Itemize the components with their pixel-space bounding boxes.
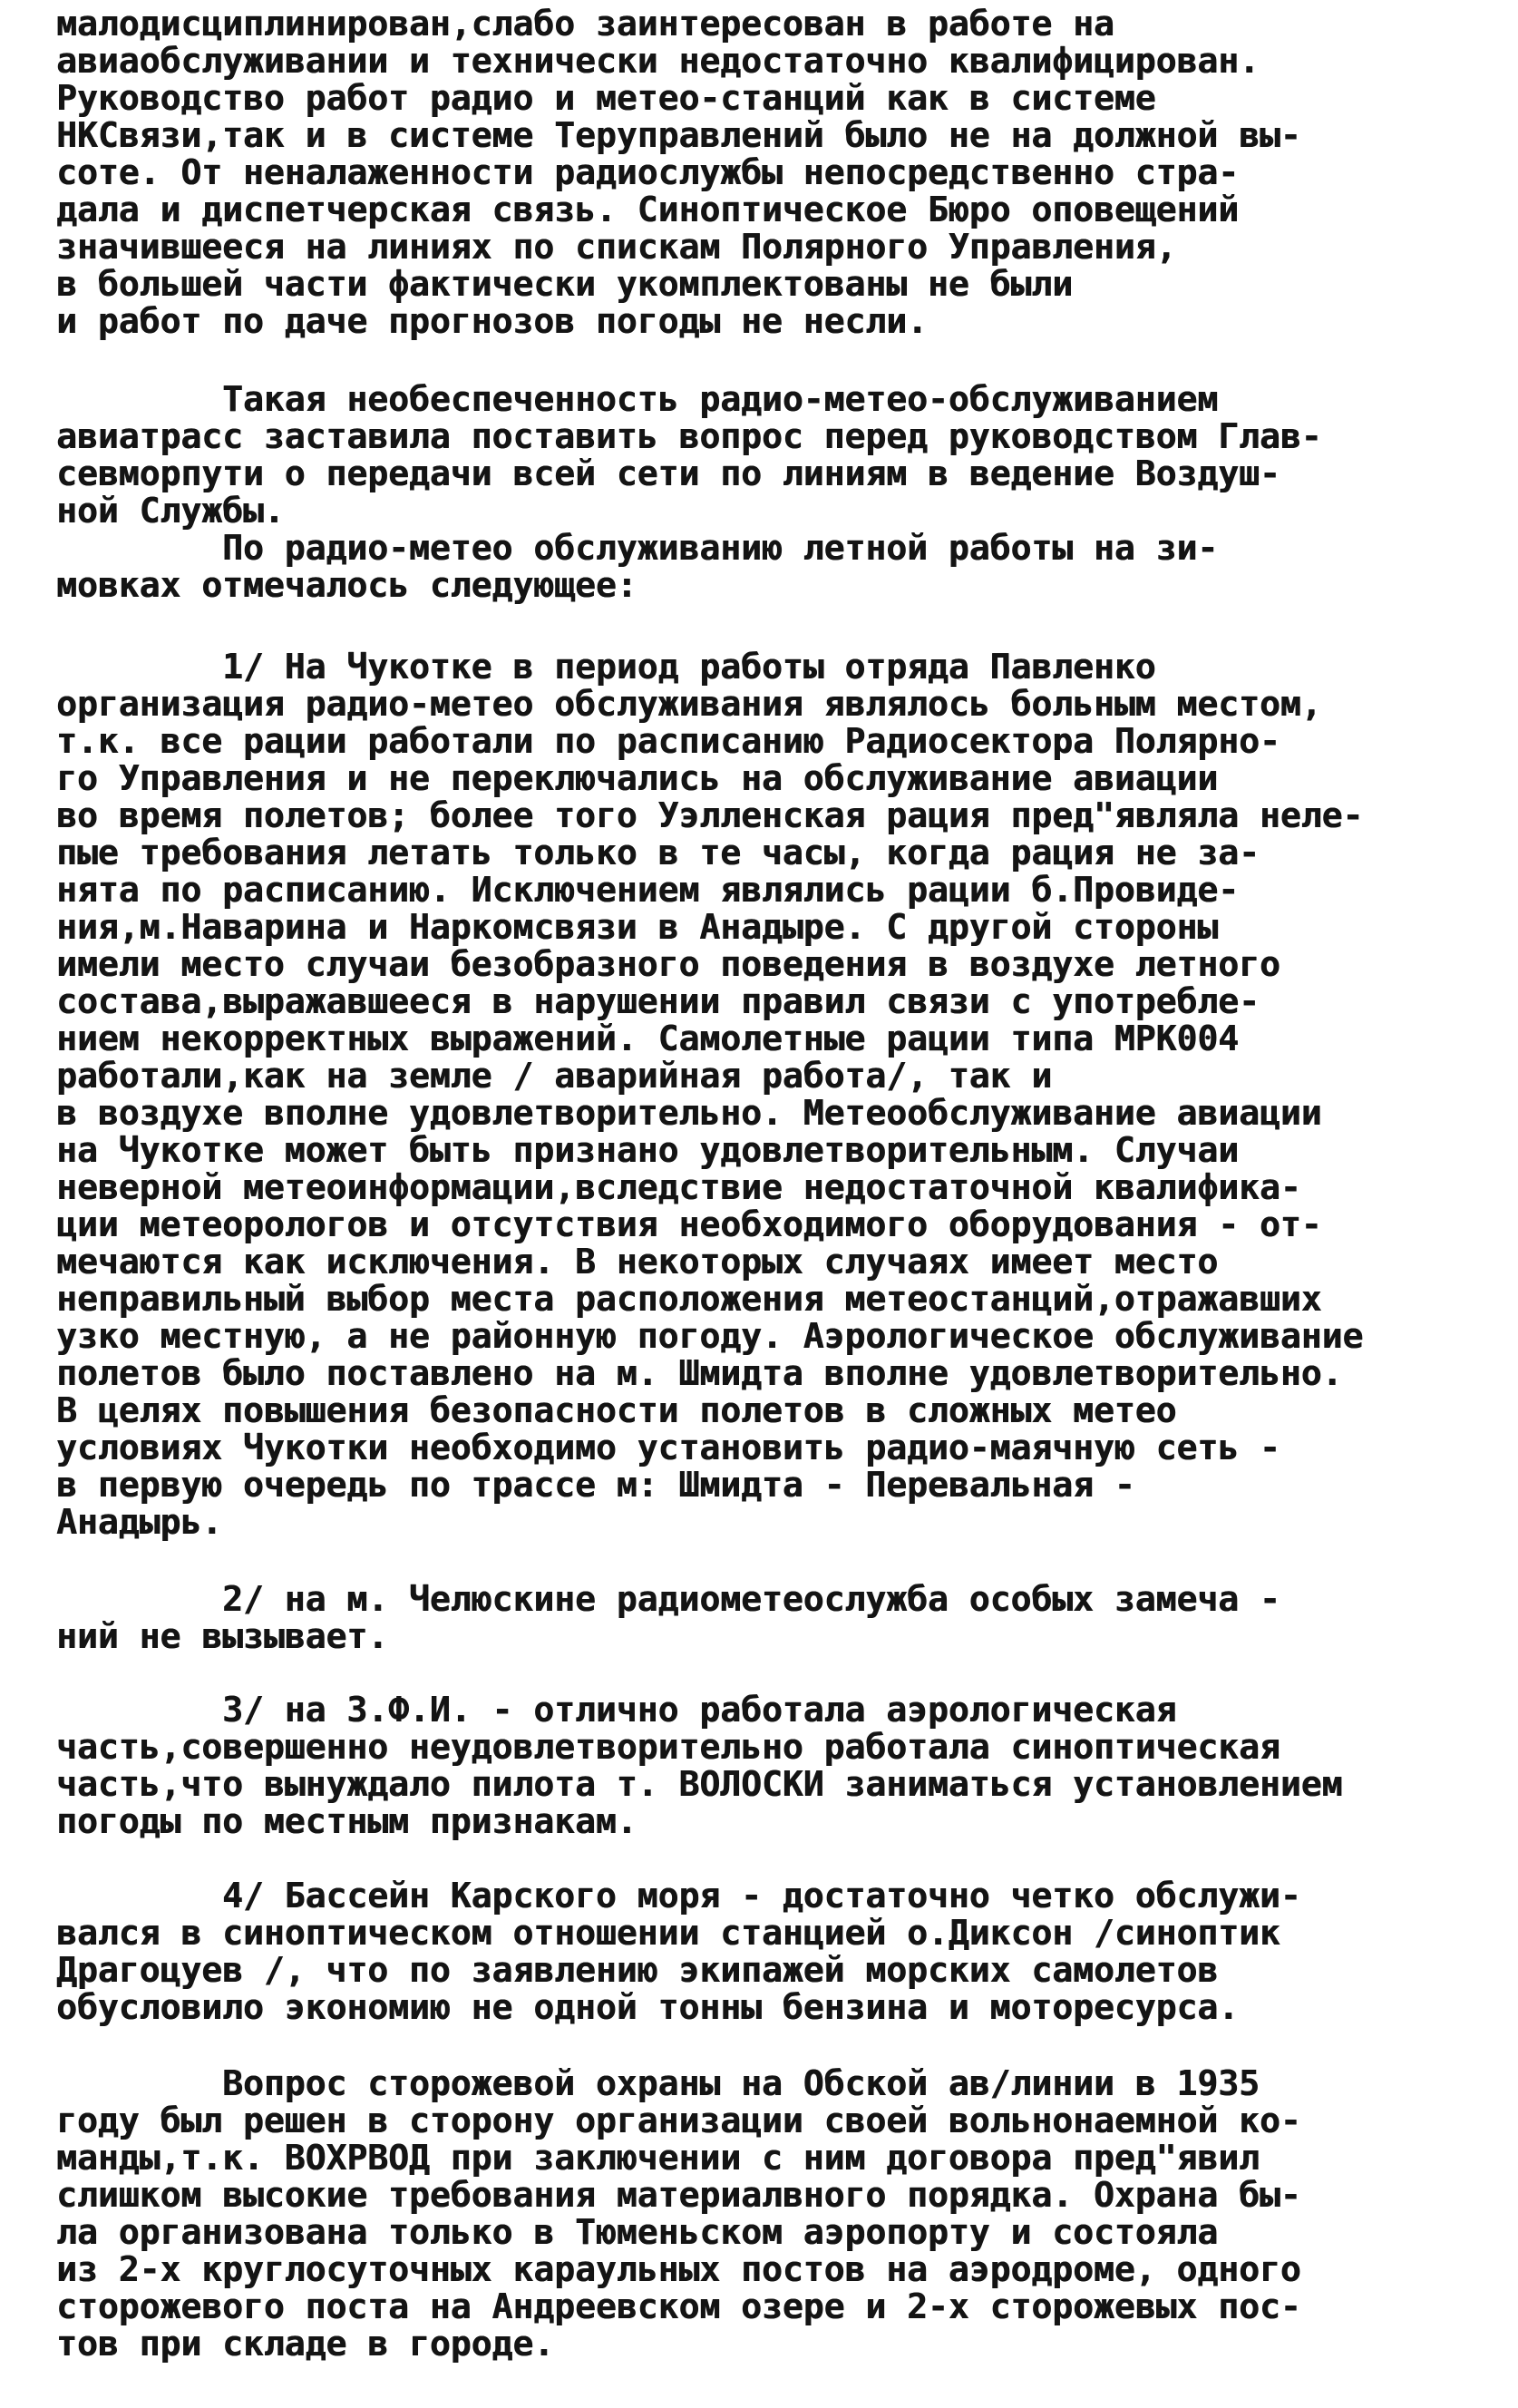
text-line: ний не вызывает. bbox=[56, 1616, 389, 1656]
text-line: состава,выражавшееся в нарушении правил связи с употребле- bbox=[56, 981, 1260, 1021]
text-line: часть,что вынуждало пилота т. ВОЛОСКИ заниматься установлением bbox=[56, 1764, 1343, 1804]
paragraph-1 bbox=[56, 5, 1471, 340]
text-line: вался в синоптическом отношении станцией о.Диксон /синоптик bbox=[56, 1913, 1280, 1953]
text-line: Руководство работ радио и метео-станций как в системе bbox=[56, 78, 1156, 118]
text-line: из 2-х круглосуточных караульных постов на аэродроме, одного bbox=[56, 2249, 1301, 2289]
text-line: го Управления и не переключались на обслуживание авиации bbox=[56, 758, 1219, 798]
text-line: 3/ на З.Ф.И. - отлично работала аэрологическая bbox=[56, 1690, 1177, 1730]
text-line: на Чукотке может быть признано удовлетворительным. Случаи bbox=[56, 1130, 1240, 1170]
text-line: ла организована только в Тюменьском аэропорту и состояла bbox=[56, 2212, 1219, 2252]
paragraph-7 bbox=[56, 2065, 1471, 2363]
text-line: работали,как на земле / аварийная работа/, так и bbox=[56, 1056, 1053, 1096]
text-line: погоды по местным признакам. bbox=[56, 1801, 637, 1841]
text-line: малодисциплинирован,слабо заинтересован в работе на bbox=[56, 4, 1114, 44]
text-line: В целях повышения безопасности полетов в сложных метео bbox=[56, 1390, 1177, 1430]
paragraph-2 bbox=[56, 381, 1471, 604]
text-line: обусловило экономию не одной тонны бензина и моторесурса. bbox=[56, 1987, 1240, 2027]
text-line: 2/ на м. Челюскине радиометеослужба особых замеча - bbox=[56, 1579, 1280, 1619]
text-line: и работ по даче прогнозов погоды не несли. bbox=[56, 301, 928, 341]
text-line: году был решен в сторону организации своей вольнонаемной ко- bbox=[56, 2101, 1301, 2140]
paragraph-4 bbox=[56, 1581, 1471, 1655]
text-line: соте. От неналаженности радиослужбы непосредственно стра- bbox=[56, 152, 1240, 192]
paragraph-3 bbox=[56, 648, 1471, 1541]
text-line: 4/ Бассейн Карского моря - достаточно четко обслужи- bbox=[56, 1876, 1301, 1916]
text-line: организация радио-метео обслуживания являлось больным местом, bbox=[56, 684, 1322, 724]
paragraph-6 bbox=[56, 1877, 1471, 2026]
text-line: неправильный выбор места расположения метеостанций,отражавших bbox=[56, 1279, 1322, 1319]
text-line: слишком высокие требования материалвного порядка. Охрана бы- bbox=[56, 2175, 1301, 2215]
text-line: тов при складе в городе. bbox=[56, 2324, 555, 2364]
text-line: авиатрасс заставила поставить вопрос перед руководством Глав- bbox=[56, 416, 1322, 456]
text-line: Драгоцуев /, что по заявлению экипажей морских самолетов bbox=[56, 1950, 1219, 1990]
text-line: имели место случаи безобразного поведения в воздухе летного bbox=[56, 944, 1280, 984]
text-line: ния,м.Наварина и Наркомсвязи в Анадыре. С другой стороны bbox=[56, 907, 1219, 947]
text-line: значившееся на линиях по спискам Полярного Управления, bbox=[56, 227, 1177, 267]
text-line: 1/ На Чукотке в период работы отряда Павленко bbox=[56, 647, 1156, 687]
text-line: НКСвязи,так и в системе Теруправлений было не на должной вы- bbox=[56, 115, 1301, 155]
text-line: условиях Чукотки необходимо установить радио-маячную сеть - bbox=[56, 1428, 1280, 1467]
paragraph-5 bbox=[56, 1691, 1471, 1840]
text-line: т.к. все рации работали по расписанию Радиосектора Полярно- bbox=[56, 721, 1280, 761]
text-line: часть,совершенно неудовлетворительно работала синоптическая bbox=[56, 1727, 1280, 1767]
text-line: нята по расписанию. Исключением являлись рации б.Провиде- bbox=[56, 870, 1240, 910]
text-line: нием некорректных выражений. Самолетные рации типа МРК004 bbox=[56, 1019, 1240, 1058]
text-line: ной Службы. bbox=[56, 491, 285, 531]
text-line: севморпути о передачи всей сети по линиям в ведение Воздуш- bbox=[56, 453, 1280, 493]
text-line: сторожевого поста на Андреевском озере и 2-х сторожевых пос- bbox=[56, 2286, 1301, 2326]
text-line: Вопрос сторожевой охраны на Обской ав/линии в 1935 bbox=[56, 2063, 1260, 2103]
text-line: неверной метеоинформации,вследствие недостаточной квалифика- bbox=[56, 1167, 1301, 1207]
text-line: По радио-метео обслуживанию летной работы на зи- bbox=[56, 528, 1219, 568]
text-line: мовках отмечалось следующее: bbox=[56, 565, 637, 605]
text-line: в воздухе вполне удовлетворительно. Метеообслуживание авиации bbox=[56, 1093, 1322, 1133]
text-line: узко местную, а не районную погоду. Аэрологическое обслуживание bbox=[56, 1316, 1364, 1356]
text-line: манды,т.к. ВОХРВОД при заключении с ним договора пред"явил bbox=[56, 2138, 1260, 2178]
text-line: дала и диспетчерская связь. Синоптическое Бюро оповещений bbox=[56, 190, 1240, 229]
text-line: ции метеорологов и отсутствия необходимого оборудования - от- bbox=[56, 1204, 1322, 1244]
text-line: в первую очередь по трассе м: Шмидта - Перевальная - bbox=[56, 1465, 1135, 1505]
text-line: Такая необеспеченность радио-метео-обслуживанием bbox=[56, 379, 1219, 419]
text-line: полетов было поставлено на м. Шмидта вполне удовлетворительно. bbox=[56, 1353, 1343, 1393]
text-line: мечаются как исключения. В некоторых случаях имеет место bbox=[56, 1242, 1219, 1282]
text-line: Анадырь. bbox=[56, 1502, 223, 1542]
text-line: в большей части фактически укомплектованы не были bbox=[56, 264, 1074, 304]
text-line: во время полетов; более того Уэлленская рация пред"являла неле- bbox=[56, 795, 1364, 835]
text-line: авиаобслуживании и технически недостаточно квалифицирован. bbox=[56, 41, 1260, 81]
text-line: пые требования летать только в те часы, когда рация не за- bbox=[56, 833, 1260, 873]
